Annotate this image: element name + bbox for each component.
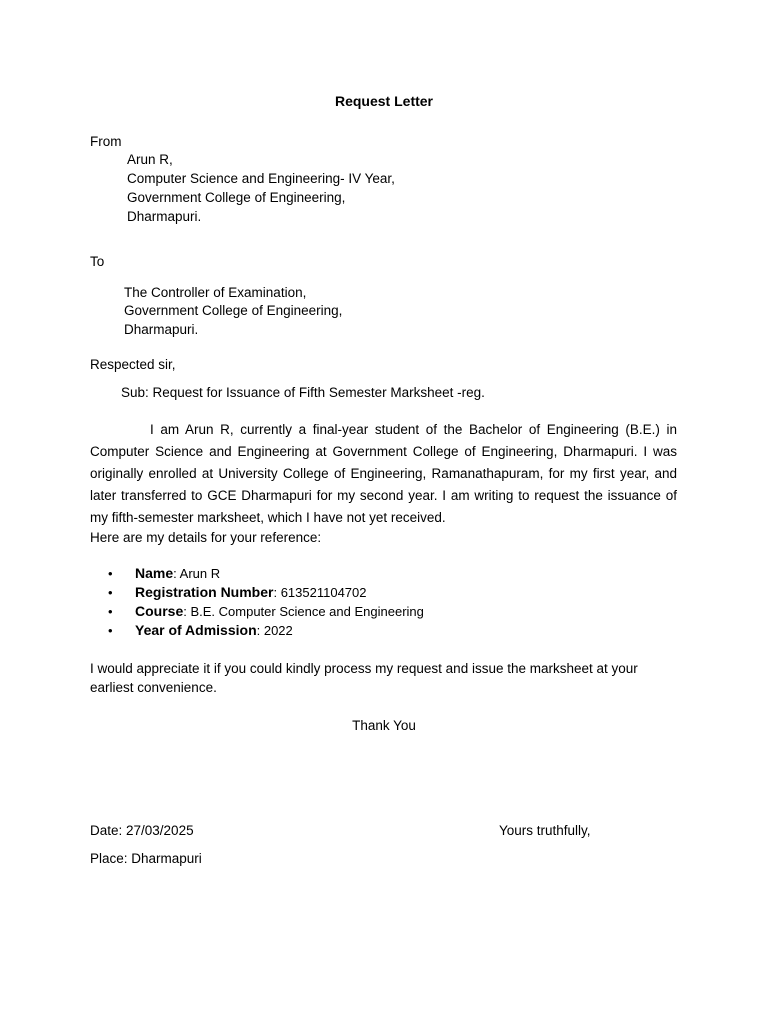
detail-value: : B.E. Computer Science and Engineering: [183, 604, 424, 619]
to-line-office: The Controller of Examination,: [124, 285, 307, 300]
list-item: [108, 621, 424, 640]
from-line-department: Computer Science and Engineering- IV Year,: [127, 171, 395, 186]
detail-key: Registration Number: [135, 584, 274, 600]
list-item: [108, 583, 424, 602]
from-line-name: Arun R,: [127, 152, 173, 167]
details-intro: Here are my details for your reference:: [90, 530, 322, 545]
subject-line: Sub: Request for Issuance of Fifth Semester Marksheet -reg.: [121, 385, 485, 400]
detail-key: Course: [135, 603, 184, 619]
closing-paragraph: I would appreciate it if you could kindly process my request and issue the marksheet at your earliest convenience.: [90, 661, 638, 695]
bullet-icon: •: [108, 585, 113, 600]
thank-you: Thank You: [352, 718, 416, 733]
to-label: To: [90, 254, 105, 269]
bullet-icon: •: [108, 623, 113, 638]
to-line-college: Government College of Engineering,: [124, 303, 343, 318]
from-line-college: Government College of Engineering,: [127, 190, 346, 205]
list-item: [108, 602, 424, 621]
to-line-city: Dharmapuri.: [124, 322, 199, 337]
detail-value: : 613521104702: [273, 585, 367, 600]
detail-value: : 2022: [256, 623, 293, 638]
salutation: Respected sir,: [90, 357, 176, 372]
detail-key: Name: [135, 565, 174, 581]
body-paragraph: [90, 419, 677, 529]
detail-key: Year of Admission: [135, 622, 257, 638]
from-label: From: [90, 134, 122, 149]
details-list: [90, 564, 424, 640]
from-line-city: Dharmapuri.: [127, 209, 202, 224]
list-item: [108, 564, 424, 583]
detail-value: : Arun R: [173, 566, 221, 581]
bullet-icon: •: [108, 604, 113, 619]
date-line: Date: 27/03/2025: [90, 823, 194, 838]
place-line: Place: Dharmapuri: [90, 851, 202, 866]
signoff: Yours truthfully,: [499, 823, 591, 838]
letter-title: Request Letter: [334, 93, 434, 109]
bullet-icon: •: [108, 566, 113, 581]
body-text: I am Arun R, currently a final-year student of the Bachelor of Engineering (B.E.) in Computer Science and Engineering at Government College of Engineering, Dharmapuri. I was originally enrolled at University College of Engineering, Ramanathapuram, for my first year, and later transferred to GCE Dharmapuri for my second year. I am writing to request the issuance of my fifth-semester marksheet, which I have not yet received.: [90, 422, 677, 525]
